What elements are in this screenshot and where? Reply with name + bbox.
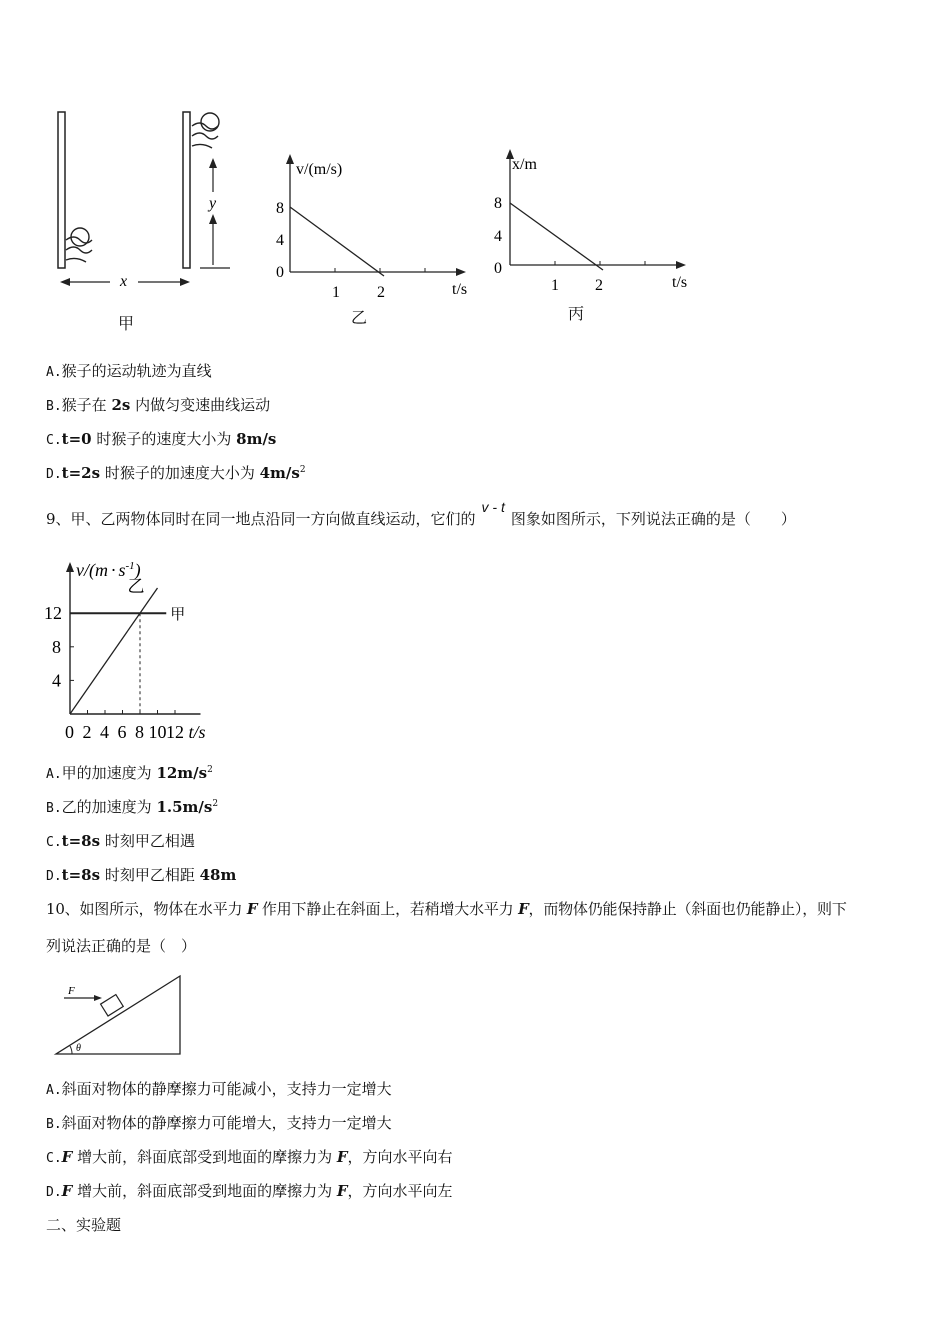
- monkey-icon-bottom: [66, 228, 92, 262]
- q9-xlabel: t/s: [188, 722, 206, 742]
- q9-option-b: B.乙的加速度为 $1.5m/s^2$: [46, 798, 219, 816]
- fig-theta-label: θ: [76, 1043, 81, 1054]
- q9-x-tick-12: 12: [166, 722, 184, 742]
- left-pole: [58, 112, 65, 268]
- bing-tick-x-2: 2: [595, 277, 603, 294]
- yi-tick-y-4: 4: [276, 232, 284, 249]
- q9-ylabel: $v/(m \cdot s^{-1})$: [76, 560, 141, 580]
- q9-x-tick-2: 2: [82, 722, 92, 742]
- yi-tick-x-1: 1: [332, 284, 340, 300]
- q8-option-c: C.t=0 时猴子的速度大小为 8m/s: [46, 430, 277, 448]
- q9-vt-chart: [40, 552, 340, 752]
- q9-y-tick-12: 12: [44, 603, 62, 624]
- yi-tick-y-8: 8: [276, 200, 284, 217]
- right-pole: [183, 112, 190, 268]
- caption-jia: 甲: [118, 314, 135, 333]
- bing-tick-y-4: 4: [494, 228, 502, 245]
- q10-stem-line2: 列说法正确的是（ ）: [46, 937, 197, 955]
- yi-axis-x-label: t/s: [452, 281, 468, 298]
- q8-option-d: D.t=2s 时猴子的加速度大小为 $4m/s^2$: [46, 464, 306, 482]
- caption-bing: 丙: [568, 304, 585, 323]
- q10-incline-figure: [50, 970, 190, 1062]
- figure-yi: [270, 150, 490, 300]
- q9-series-label-甲: 甲: [170, 607, 186, 624]
- bing-tick-x-1: 1: [551, 277, 559, 294]
- caption-yi: 乙: [351, 308, 368, 327]
- q8-option-a: A.猴子的运动轨迹为直线: [46, 362, 212, 380]
- q9-option-c: C.t=8s 时刻甲乙相遇: [46, 832, 195, 850]
- q10-option-c: C.F 增大前，斜面底部受到地面的摩擦力为 F，方向水平向右: [46, 1148, 453, 1166]
- q9-option-d: D.t=8s 时刻甲乙相距 48m: [46, 866, 237, 884]
- figure-bing: [490, 145, 710, 295]
- yi-line: [290, 207, 384, 276]
- q10-option-a: A.斜面对物体的静摩擦力可能减小，支持力一定增大: [46, 1080, 392, 1098]
- q9-y-arrow: [66, 562, 74, 572]
- q9-x-tick-4: 4: [100, 722, 109, 742]
- q10-option-b: B.斜面对物体的静摩擦力可能增大，支持力一定增大: [46, 1114, 392, 1132]
- q9-x-tick-8: 8: [135, 722, 144, 742]
- section-title: 二、实验题: [46, 1216, 122, 1234]
- x-label: x: [120, 273, 128, 290]
- yi-tick-x-2: 2: [377, 284, 385, 300]
- figure-jia: [40, 100, 260, 340]
- yi-axis-y-label: v/(m/s): [296, 161, 343, 178]
- bing-line: [510, 203, 603, 270]
- bing-axis-x-label: t/s: [672, 274, 688, 291]
- q9-series-乙: [70, 588, 158, 714]
- q9-option-a: A.甲的加速度为 $12m/s^2$: [46, 764, 213, 782]
- bing-axis-y-label: x/m: [512, 156, 537, 173]
- y-label: y: [209, 195, 217, 212]
- q9-stem: 9、甲、乙两物体同时在同一地点沿同一方向做直线运动，它们的v - t图象如图所示，下列说法正确的是（ ）: [46, 499, 796, 528]
- q10-option-d: D.F 增大前，斜面底部受到地面的摩擦力为 F，方向水平向左: [46, 1182, 453, 1200]
- yi-tick-y-0: 0: [276, 264, 284, 281]
- bing-tick-y-0: 0: [494, 260, 502, 277]
- monkey-icon-top: [192, 113, 219, 148]
- vt-label: v - t: [481, 499, 505, 515]
- fig-F-label: F: [68, 985, 75, 997]
- q8-option-b: B.猴子在 2s 内做匀变速曲线运动: [46, 396, 271, 414]
- q9-x-tick-10: 10: [148, 722, 167, 742]
- q9-series-label-乙: 乙: [127, 577, 145, 596]
- q9-x-tick-6: 6: [117, 722, 127, 742]
- q9-y-tick-4: 4: [52, 670, 61, 691]
- block: [101, 995, 124, 1016]
- q9-y-tick-8: 8: [52, 636, 61, 657]
- q10-stem-line1: 10、如图所示，物体在水平力 F 作用下静止在斜面上，若稍增大水平力 F，而物体仍能保持静止（斜面也仍能静止），则下: [46, 900, 847, 918]
- q9-x-tick-0: 0: [65, 722, 74, 742]
- bing-tick-y-8: 8: [494, 195, 502, 212]
